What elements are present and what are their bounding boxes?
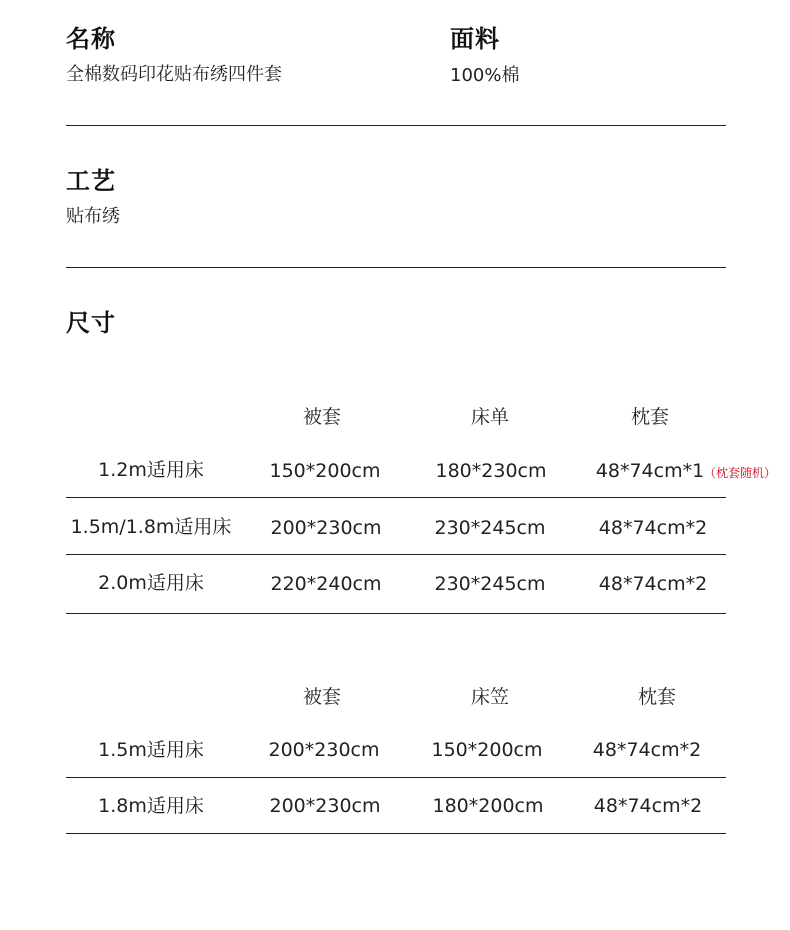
table1-header-sheet: 床单	[470, 406, 509, 428]
craft-value: 贴布绣	[66, 206, 120, 227]
name-heading: 名称	[66, 25, 116, 53]
name-value: 全棉数码印花贴布绣四件套	[66, 64, 282, 85]
table1-header-pillow: 枕套	[630, 406, 669, 428]
table1-header-duvet: 被套	[302, 406, 341, 428]
bed-size-label: 1.8m适用床	[98, 795, 204, 817]
duvet-size: 150*200cm	[269, 460, 381, 482]
duvet-size: 200*230cm	[270, 517, 382, 539]
bed-size-label: 1.2m适用床	[98, 459, 204, 481]
pillow-size: 48*74cm*2	[593, 795, 703, 817]
pillow-size: 48*74cm*1	[595, 460, 705, 482]
sheet-size: 230*245cm	[434, 517, 546, 539]
table1-row-divider-3	[66, 613, 726, 614]
duvet-size: 200*230cm	[268, 739, 380, 761]
pillow-size: 48*74cm*2	[598, 573, 708, 595]
table2-row-divider-2	[66, 833, 726, 834]
duvet-size: 200*230cm	[269, 795, 381, 817]
bed-size-label: 2.0m适用床	[98, 572, 204, 594]
pillow-random-note: （枕套随机）	[704, 466, 777, 480]
table1-row-divider-1	[66, 497, 726, 498]
pillow-size: 48*74cm*2	[592, 739, 702, 761]
table2-header-pillow: 枕套	[637, 686, 676, 708]
fabric-heading: 面料	[450, 25, 500, 53]
sheet-size: 230*245cm	[434, 573, 546, 595]
divider-1	[66, 125, 726, 126]
fitted-sheet-size: 180*200cm	[432, 795, 544, 817]
table2-header-fitted-sheet: 床笠	[470, 686, 509, 708]
sheet-size: 180*230cm	[435, 460, 547, 482]
table2-header-duvet: 被套	[302, 686, 341, 708]
duvet-size: 220*240cm	[270, 573, 382, 595]
bed-size-label: 1.5m适用床	[98, 739, 204, 761]
craft-heading: 工艺	[66, 167, 116, 195]
size-heading: 尺寸	[66, 309, 116, 337]
pillow-size: 48*74cm*2	[598, 517, 708, 539]
bed-size-label: 1.5m/1.8m适用床	[70, 516, 232, 538]
table2-row-divider-1	[66, 777, 726, 778]
fitted-sheet-size: 150*200cm	[431, 739, 543, 761]
divider-2	[66, 267, 726, 268]
table1-row-divider-2	[66, 554, 726, 555]
fabric-value: 100%棉	[450, 65, 520, 86]
